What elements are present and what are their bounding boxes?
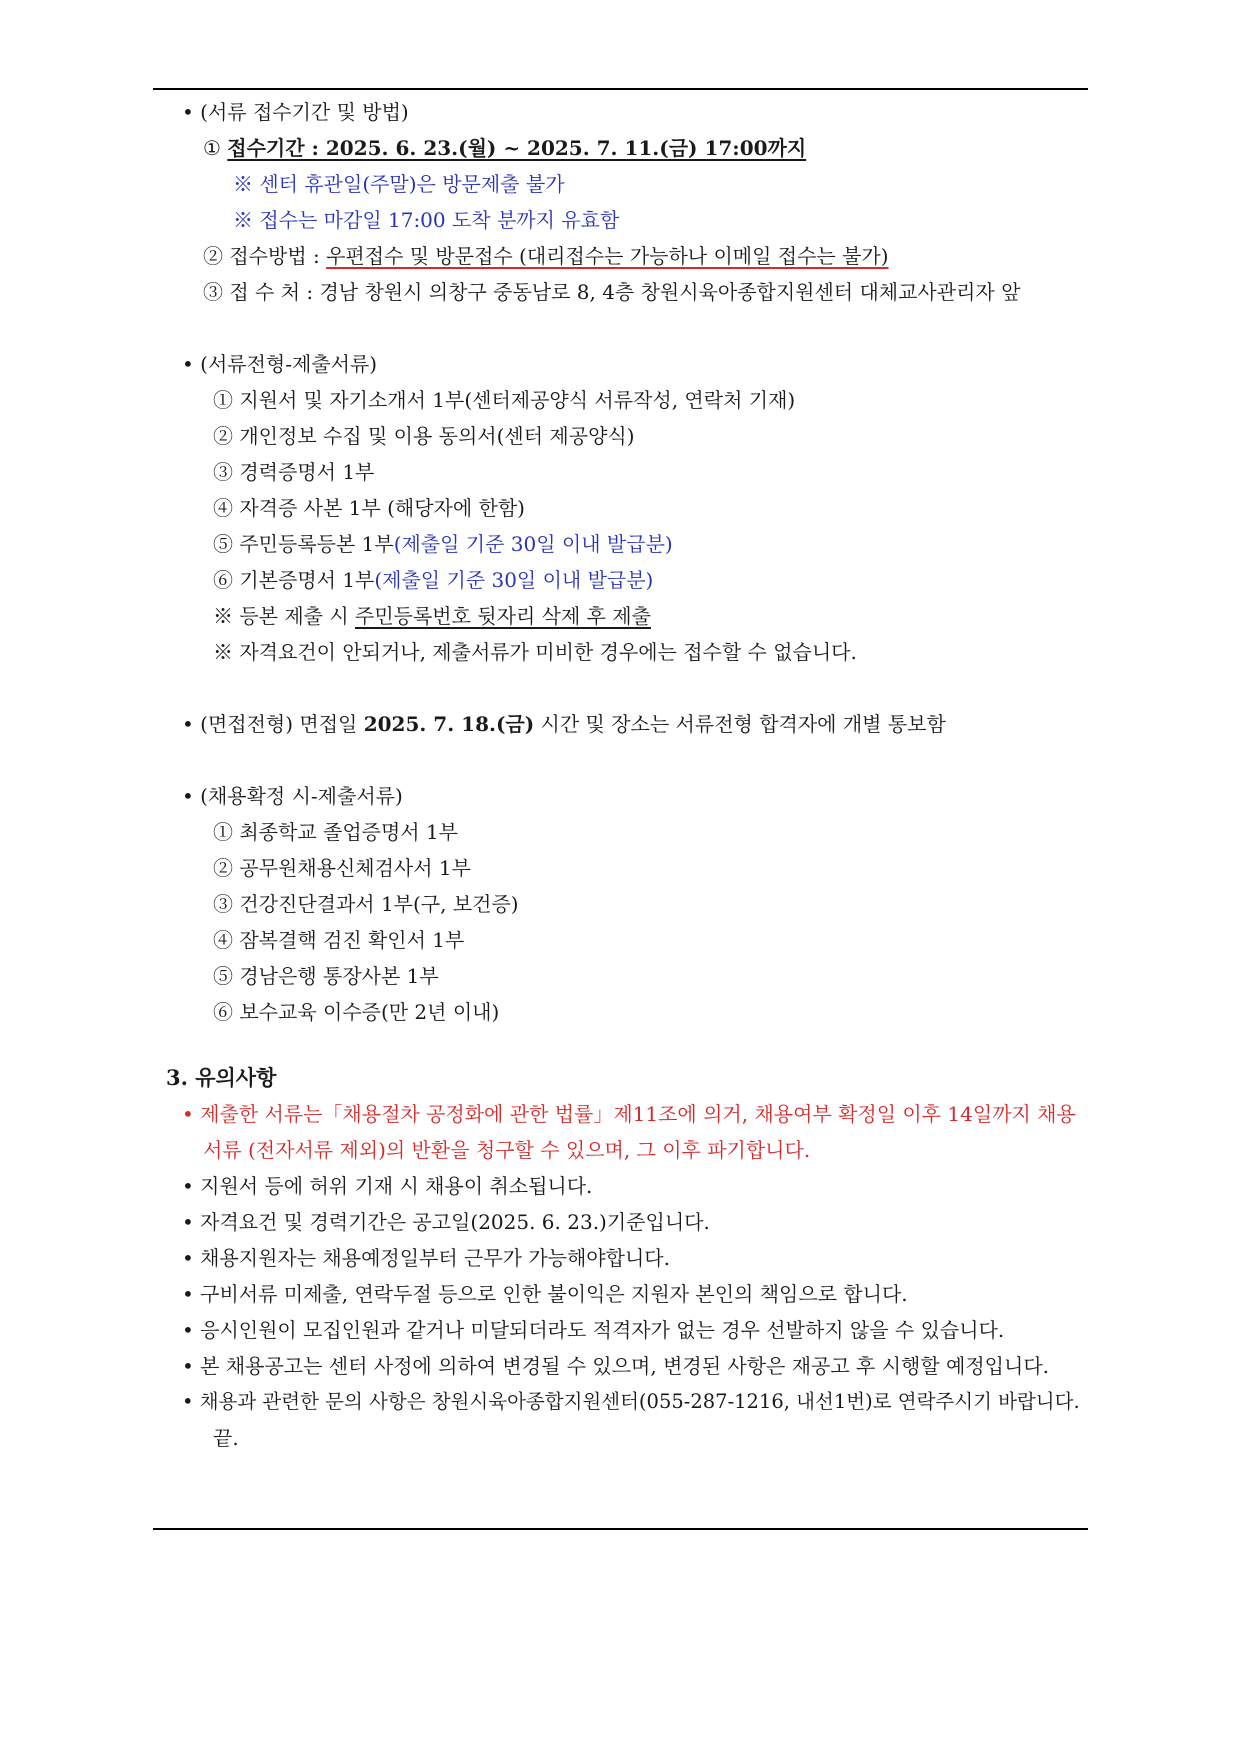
list-item: • 응시인원이 모집인원과 같거나 미달되더라도 적격자가 없는 경우 선발하지 않을 수 있습니다. (182, 1318, 1005, 1342)
list-item: ① 지원서 및 자기소개서 1부(센터제공양식 서류작성, 연락처 기재) (213, 388, 796, 412)
list-item: ⑤ 경남은행 통장사본 1부 (213, 964, 439, 988)
bullet: • (182, 1390, 194, 1413)
documents-note-requirements: ※ 자격요건이 안되거나, 제출서류가 미비한 경우에는 접수할 수 없습니다. (213, 640, 857, 664)
list-item: • 자격요건 및 경력기간은 공고일(2025. 6. 23.)기준입니다. (182, 1210, 710, 1234)
bullet: • (182, 1246, 194, 1270)
list-item: ③ 건강진단결과서 1부(구, 보건증) (213, 892, 519, 916)
interview-line: • (면접전형) 면접일 2025. 7. 18.(금) 시간 및 장소는 서류전형 합격자에 개별 통보함 (182, 712, 946, 736)
bullet: • (182, 1174, 194, 1198)
hiring-title: • (채용확정 시-제출서류) (182, 784, 403, 808)
bullet: • (182, 784, 194, 808)
top-rule (153, 88, 1088, 90)
receipt-period: ① 접수기간 : 2025. 6. 23.(월) ~ 2025. 7. 11.(금) 17:00까지 (203, 136, 807, 160)
receipt-method: ② 접수방법 : 우편접수 및 방문접수 (대리접수는 가능하나 이메일 접수는 불가) (203, 244, 889, 268)
end-mark: 끝. (213, 1426, 239, 1450)
bullet: • (182, 1102, 194, 1126)
list-item: ② 개인정보 수집 및 이용 동의서(센터 제공양식) (213, 424, 635, 448)
list-item: ⑥ 기본증명서 1부(제출일 기준 30일 이내 발급분) (213, 568, 654, 592)
receipt-method-value: 우편접수 및 방문접수 (대리접수는 가능하나 이메일 접수는 불가) (326, 244, 889, 268)
documents-title: • (서류전형-제출서류) (182, 352, 378, 376)
list-item: ③ 경력증명서 1부 (213, 460, 375, 484)
receipt-place: ③ 접 수 처 : 경남 창원시 의창구 중동남로 8, 4층 창원시육아종합지원센터 대체교사관리자 앞 (203, 280, 1021, 304)
receipt-note-holiday: ※ 센터 휴관일(주말)은 방문제출 불가 (233, 172, 565, 196)
receipt-title: • (서류 접수기간 및 방법) (182, 100, 409, 124)
list-item: ② 공무원채용신체검사서 1부 (213, 856, 471, 880)
notes-heading: 3. 유의사항 (166, 1065, 277, 1090)
list-item: • 채용과 관련한 문의 사항은 창원시육아종합지원센터(055-287-1216, 내선1번)로 연락주시기 바랍니다. (182, 1390, 1080, 1413)
list-item: • 채용지원자는 채용예정일부터 근무가 가능해야합니다. (182, 1246, 670, 1270)
list-item: • 구비서류 미제출, 연락두절 등으로 인한 불이익은 지원자 본인의 책임으로 합니다. (182, 1282, 908, 1306)
bullet: • (182, 1318, 194, 1342)
list-item: ⑥ 보수교육 이수증(만 2년 이내) (213, 1000, 500, 1024)
bullet: • (182, 352, 194, 376)
receipt-period-text: 접수기간 : 2025. 6. 23.(월) ~ 2025. 7. 11.(금) 17:00까지 (227, 136, 807, 160)
list-item: ④ 잠복결핵 검진 확인서 1부 (213, 928, 465, 952)
list-item: • 지원서 등에 허위 기재 시 채용이 취소됩니다. (182, 1174, 593, 1198)
bullet: • (182, 712, 194, 736)
list-item: • 본 채용공고는 센터 사정에 의하여 변경될 수 있으며, 변경된 사항은 재공고 후 시행할 예정입니다. (182, 1354, 1049, 1378)
list-item: ⑤ 주민등록등본 1부(제출일 기준 30일 이내 발급분) (213, 532, 673, 556)
bullet: • (182, 1210, 194, 1234)
receipt-note-deadline: ※ 접수는 마감일 17:00 도착 분까지 유효함 (233, 208, 620, 232)
bullet: • (182, 1354, 194, 1378)
notes-red-line1: • 제출한 서류는「채용절차 공정화에 관한 법률」제11조에 의거, 채용여부 확정일 이후 14일까지 채용 (182, 1102, 1076, 1126)
notes-red-line2: 서류 (전자서류 제외)의 반환을 청구할 수 있으며, 그 이후 파기합니다. (203, 1138, 811, 1162)
bullet: • (182, 100, 194, 124)
list-item: ④ 자격증 사본 1부 (해당자에 한함) (213, 496, 525, 520)
documents-note-resident: ※ 등본 제출 시 주민등록번호 뒷자리 삭제 후 제출 (213, 604, 651, 628)
list-item: ① 최종학교 졸업증명서 1부 (213, 820, 458, 844)
bullet: • (182, 1282, 194, 1306)
bottom-rule (153, 1528, 1088, 1530)
